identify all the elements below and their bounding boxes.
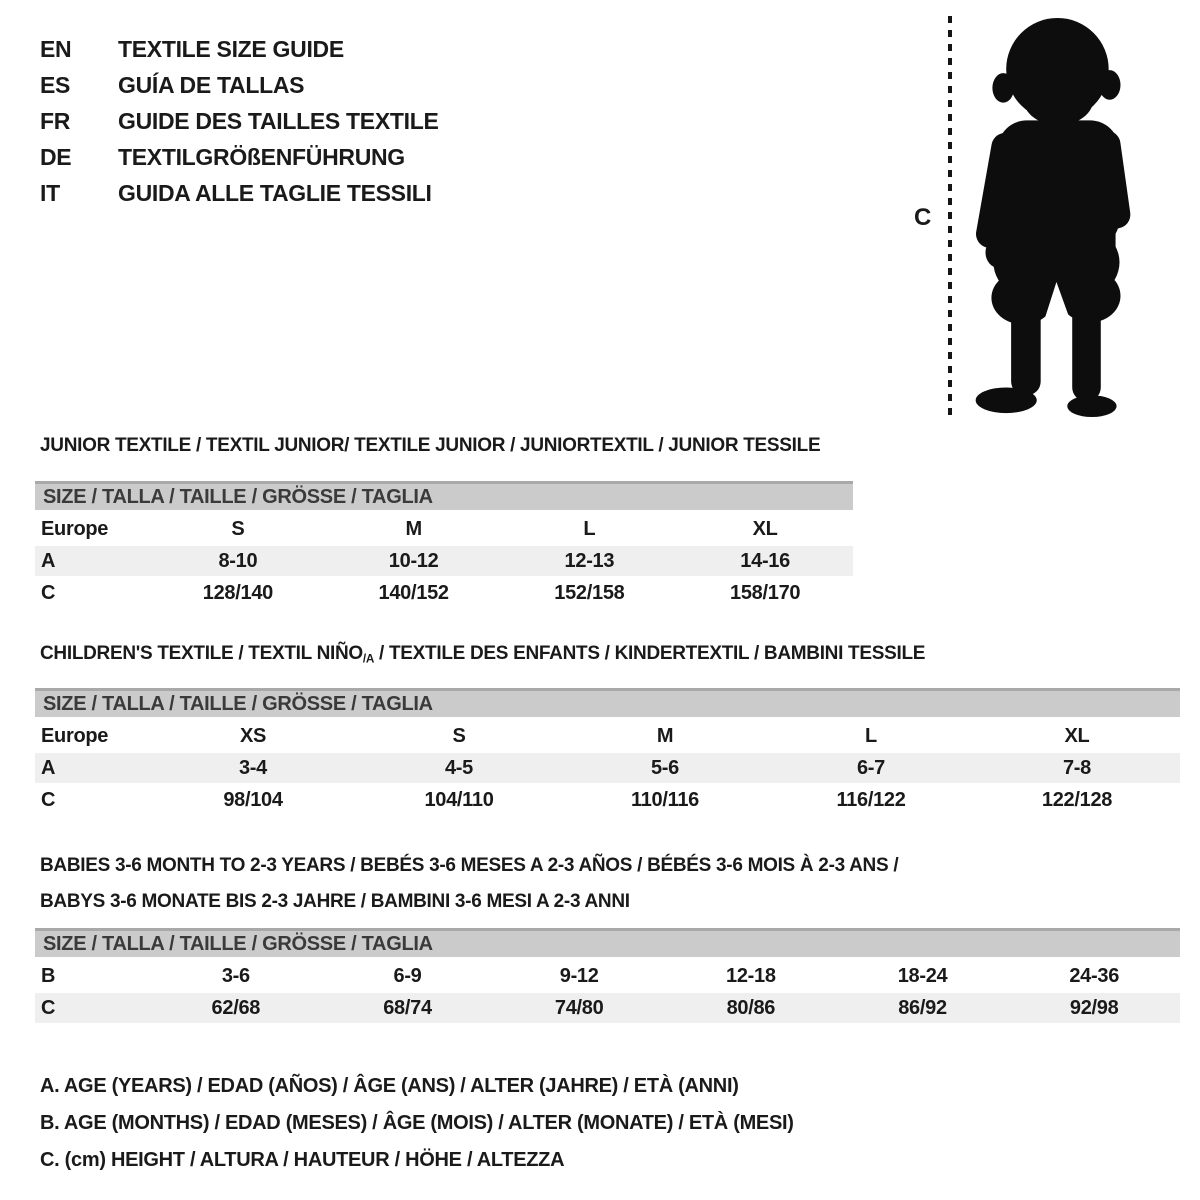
- table-cell: XS: [239, 724, 267, 747]
- guide-title-de: TEXTILGRÖßENFÜHRUNG: [118, 143, 405, 170]
- table-cell: 18-24: [897, 964, 948, 987]
- guide-title-es: GUÍA DE TALLAS: [118, 71, 305, 98]
- row-label: A: [41, 756, 56, 779]
- size-header-bar: SIZE / TALLA / TAILLE / GRÖSSE / TAGLIA: [35, 928, 1180, 957]
- language-row-es: [40, 67, 439, 103]
- table-row-height: [35, 993, 1180, 1023]
- language-title-list: [40, 31, 439, 211]
- table-cell: L: [865, 724, 877, 747]
- children-title-pre: CHILDREN'S TEXTILE / TEXTIL NIÑO: [40, 643, 363, 664]
- row-label: A: [41, 549, 56, 572]
- table-cell: 9-12: [559, 964, 599, 987]
- table-cell: 152/158: [554, 581, 625, 604]
- babies-title-line1: BABIES 3-6 MONTH TO 2-3 YEARS / BEBÉS 3-6 MESES A 2-3 AÑOS / BÉBÉS 3-6 MOIS À 2-3 ANS /: [40, 855, 899, 876]
- language-code: EN: [40, 35, 72, 62]
- table-cell: 6-7: [856, 756, 885, 779]
- children-size-table: [35, 688, 1180, 817]
- table-cell: M: [656, 724, 674, 747]
- table-row-europe: [35, 721, 1180, 751]
- table-cell: S: [231, 517, 245, 540]
- junior-size-table: [35, 481, 853, 610]
- table-cell: 104/110: [424, 788, 494, 811]
- legend-age-years: A. AGE (YEARS) / EDAD (AÑOS) / ÂGE (ANS) / ALTER (JAHRE) / ETÀ (ANNI): [40, 1075, 739, 1097]
- height-measure-dashed-line: [948, 16, 952, 416]
- row-label: C: [41, 788, 56, 811]
- table-cell: 3-4: [238, 756, 267, 779]
- table-cell: 98/104: [223, 788, 283, 811]
- language-code: IT: [40, 179, 60, 206]
- language-code: ES: [40, 71, 71, 98]
- language-code: DE: [40, 143, 72, 170]
- table-cell: XL: [1064, 724, 1090, 747]
- table-cell: 68/74: [383, 996, 432, 1019]
- row-label: C: [41, 581, 56, 604]
- language-row-fr: [40, 103, 439, 139]
- table-cell: 140/152: [378, 581, 449, 604]
- language-code: FR: [40, 107, 71, 134]
- row-label: Europe: [41, 517, 109, 540]
- table-cell: 62/68: [211, 996, 261, 1019]
- table-cell: 6-9: [393, 964, 422, 987]
- table-cell: 5-6: [650, 756, 679, 779]
- legend-height-cm: C. (cm) HEIGHT / ALTURA / HAUTEUR / HÖHE / ALTEZZA: [40, 1149, 565, 1171]
- height-measure-label: C: [914, 204, 932, 231]
- measure-legend: [40, 1068, 794, 1179]
- table-row-age: [35, 753, 1180, 783]
- babies-title-line2: BABYS 3-6 MONATE BIS 2-3 JAHRE / BAMBINI 3-6 MESI A 2-3 ANNI: [40, 891, 630, 912]
- guide-title-en: TEXTILE SIZE GUIDE: [118, 35, 344, 62]
- language-row-en: [40, 31, 439, 67]
- table-cell: 24-36: [1069, 964, 1120, 987]
- table-cell: 14-16: [740, 549, 790, 572]
- children-section-title: [40, 643, 925, 665]
- table-cell: 128/140: [202, 581, 273, 604]
- table-row-age: [35, 546, 853, 576]
- babies-section-title: [40, 848, 898, 920]
- language-row-de: [40, 139, 439, 175]
- table-cell: M: [405, 517, 422, 540]
- table-cell: 110/116: [631, 788, 699, 811]
- table-cell: S: [452, 724, 466, 747]
- row-label: B: [41, 964, 56, 987]
- table-row-europe: [35, 514, 853, 544]
- legend-age-months: B. AGE (MONTHS) / EDAD (MESES) / ÂGE (MOIS) / ALTER (MONATE) / ETÀ (MESI): [40, 1112, 794, 1134]
- table-row-months: [35, 961, 1180, 991]
- guide-title-fr: GUIDE DES TAILLES TEXTILE: [118, 107, 439, 134]
- size-header-bar: SIZE / TALLA / TAILLE / GRÖSSE / TAGLIA: [35, 481, 853, 510]
- children-title-post: / TEXTILE DES ENFANTS / KINDERTEXTIL / BAMBINI TESSILE: [374, 643, 926, 664]
- table-cell: 4-5: [444, 756, 473, 779]
- junior-section-title: JUNIOR TEXTILE / TEXTIL JUNIOR/ TEXTILE JUNIOR / JUNIORTEXTIL / JUNIOR TESSILE: [40, 435, 821, 456]
- table-cell: 7-8: [1062, 756, 1091, 779]
- size-header-bar: SIZE / TALLA / TAILLE / GRÖSSE / TAGLIA: [35, 688, 1180, 717]
- children-title-subscript: /A: [362, 652, 375, 666]
- table-cell: L: [583, 517, 596, 540]
- table-cell: 10-12: [388, 549, 439, 572]
- table-cell: 12-18: [726, 964, 776, 987]
- table-cell: 12-13: [564, 549, 615, 572]
- table-cell: 80/86: [726, 996, 776, 1019]
- table-cell: XL: [752, 517, 778, 540]
- guide-title-it: GUIDA ALLE TAGLIE TESSILI: [118, 179, 432, 206]
- table-cell: 74/80: [554, 996, 604, 1019]
- babies-size-table: [35, 928, 1180, 1025]
- table-cell: 92/98: [1069, 996, 1119, 1019]
- row-label: C: [41, 996, 56, 1019]
- table-cell: 116/122: [836, 788, 906, 811]
- row-label: Europe: [41, 724, 109, 747]
- table-cell: 3-6: [221, 964, 250, 987]
- table-cell: 158/170: [730, 581, 801, 604]
- language-row-it: [40, 175, 439, 211]
- table-cell: 8-10: [218, 549, 258, 572]
- table-cell: 86/92: [898, 996, 947, 1019]
- table-row-height: [35, 578, 853, 608]
- toddler-silhouette-image: [960, 14, 1146, 418]
- table-row-height: [35, 785, 1180, 815]
- table-cell: 122/128: [1041, 788, 1113, 811]
